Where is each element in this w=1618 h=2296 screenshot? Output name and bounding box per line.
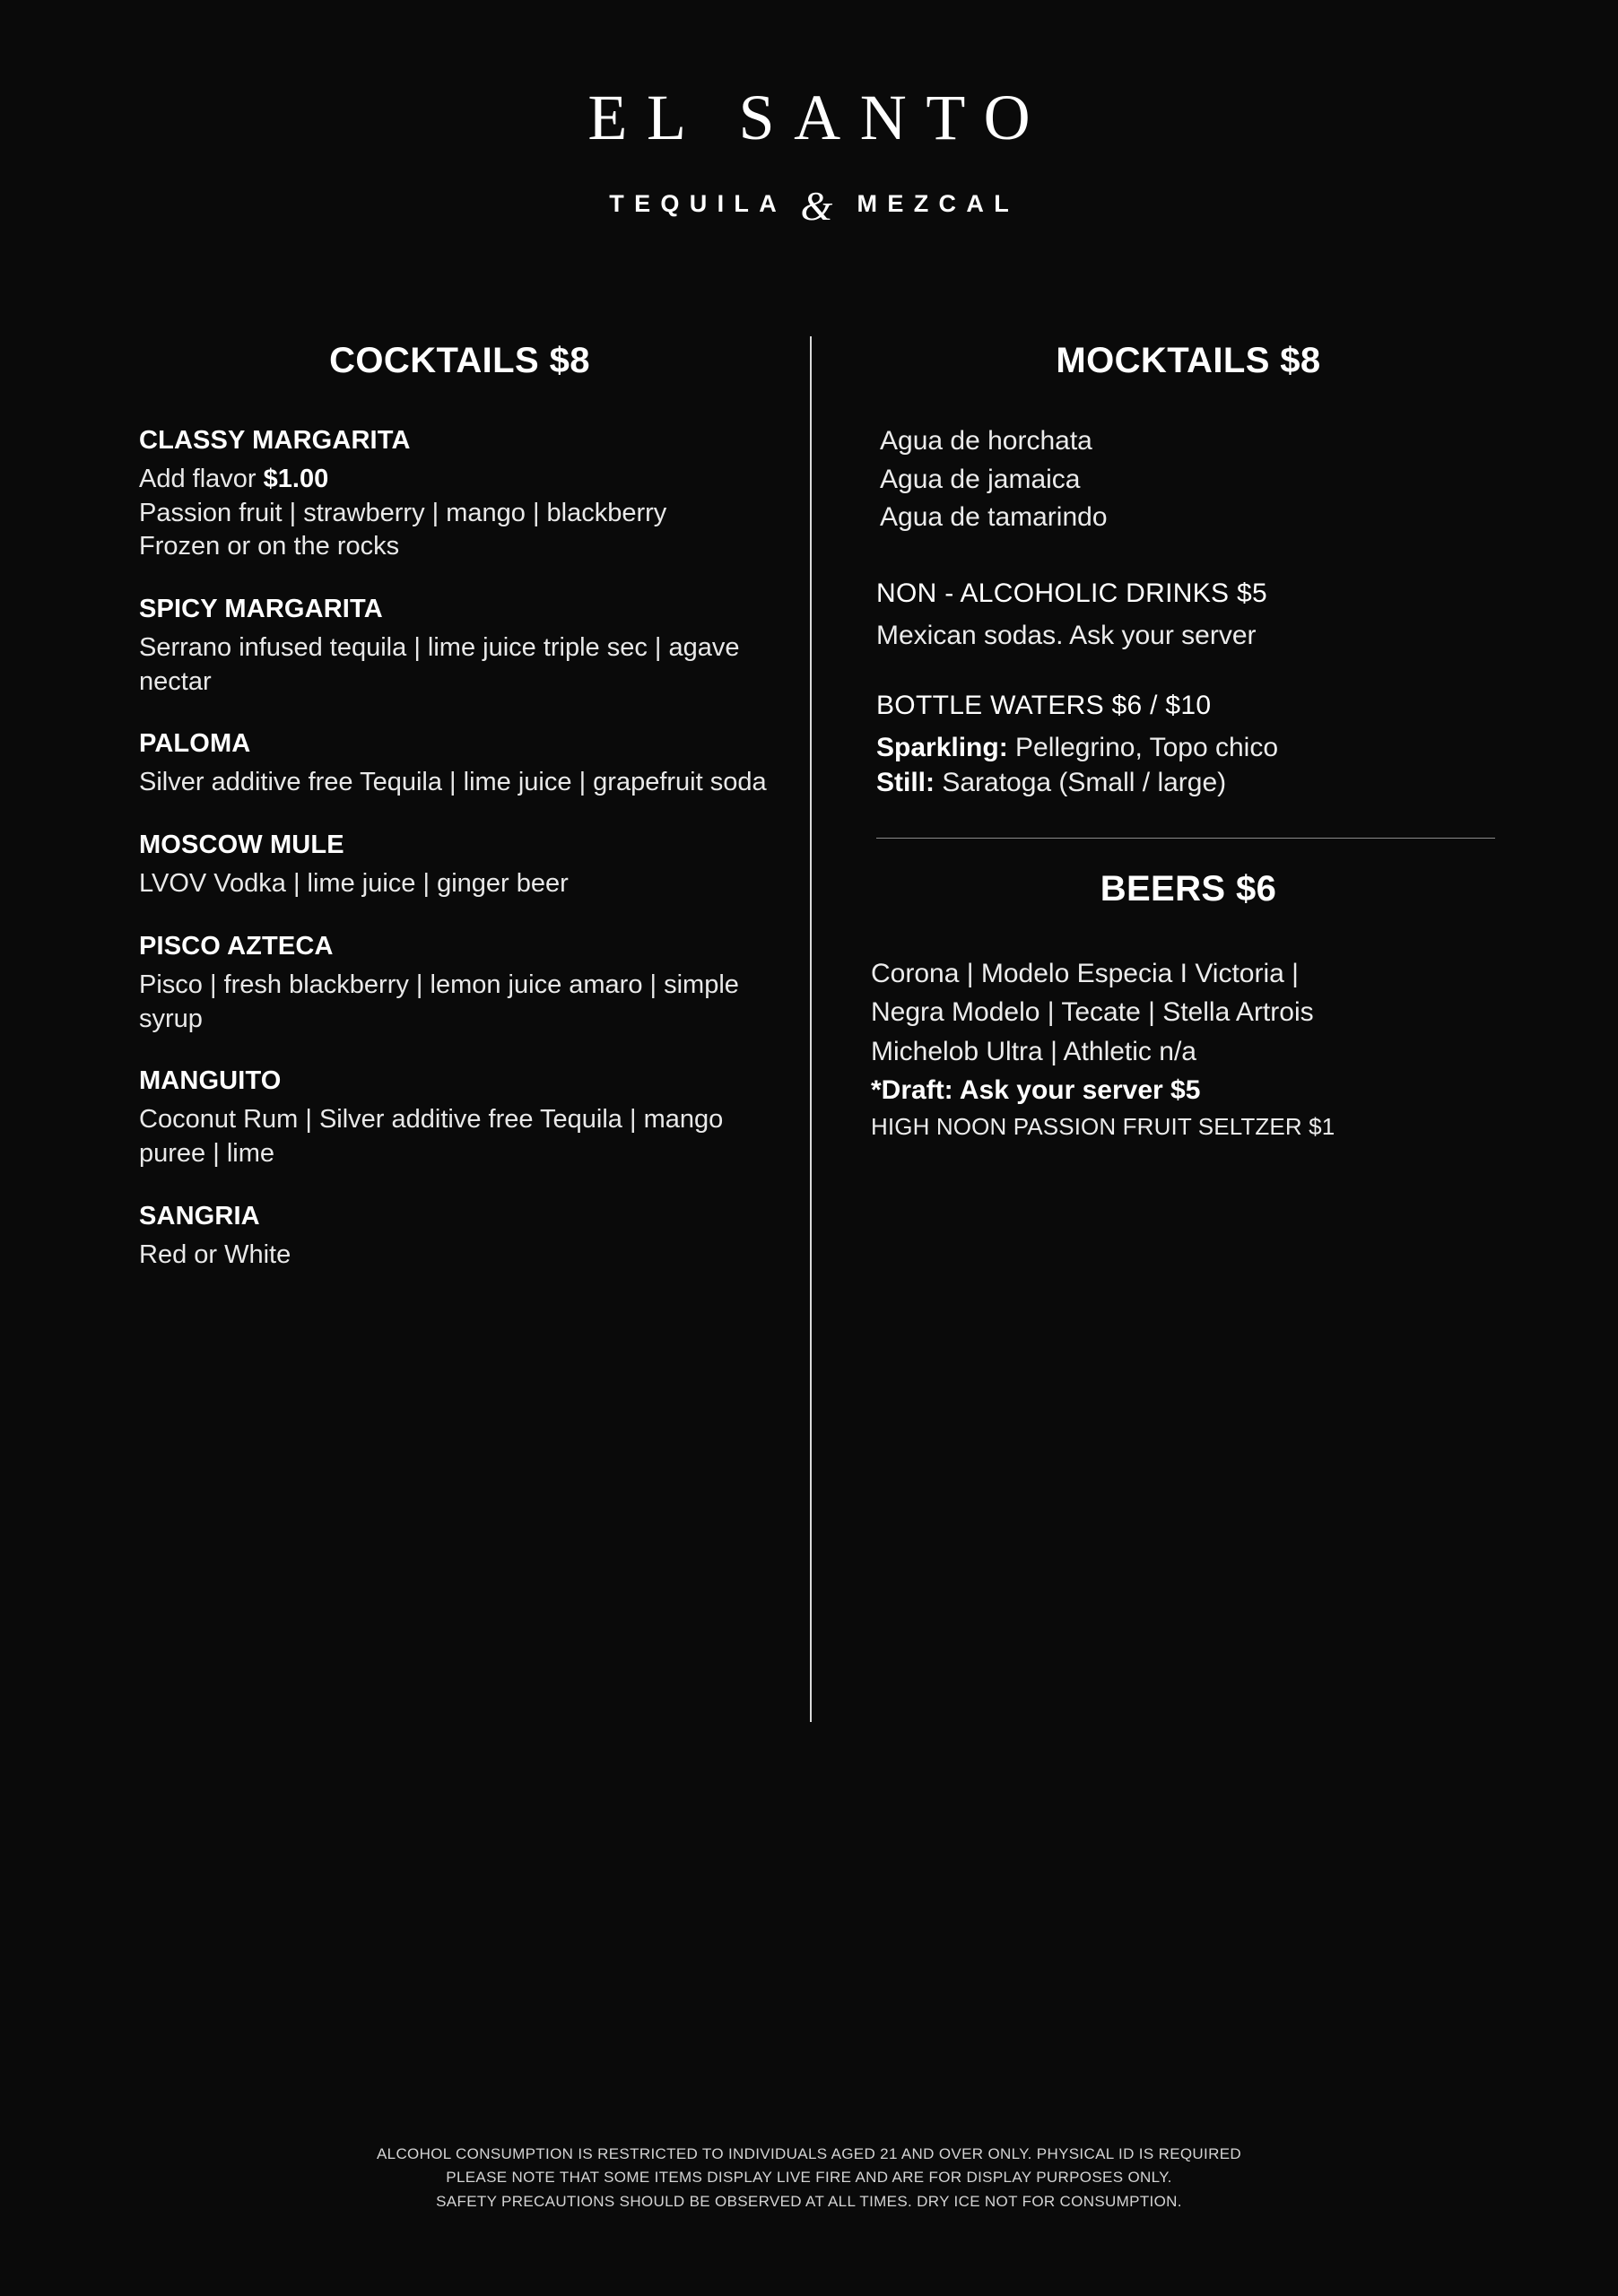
brand-tagline-right: MEZCAL [857,190,1020,217]
list-item: Agua de jamaica [880,464,1081,494]
sparkling-value: Pellegrino, Topo chico [1007,732,1279,762]
menu-item-desc: Frozen or on the rocks [139,532,400,561]
still-value: Saratoga (Small / large) [935,767,1227,797]
list-item: Corona | Modelo Especia I Victoria | [871,958,1299,988]
add-flavor-label: Add flavor [139,465,264,493]
menu-item-desc: Silver additive free Tequila | lime juice | grapefruit soda [139,768,767,797]
menu-item [139,1202,780,1273]
menu-item-name: MOSCOW MULE [139,831,344,860]
menu-item [139,932,780,1036]
brand-tagline [0,180,1618,228]
menu-item [139,831,780,901]
menu-item-desc: Red or White [139,1239,291,1269]
bottle-waters-heading: BOTTLE WATERS $6 / $10 [876,690,1212,720]
cocktails-column [139,341,780,1302]
brand-logo [0,82,1618,229]
beers-list [866,954,1511,1144]
footer-line-2: PLEASE NOTE THAT SOME ITEMS DISPLAY LIVE FIRE AND ARE FOR DISPLAY PURPOSES ONLY. [446,2169,1172,2187]
brand-name: EL SANTO [587,82,1050,153]
column-divider [810,336,812,1722]
menu-item-desc: Serrano infused tequila | lime juice triple sec | agave nectar [139,633,740,696]
menu-item [139,729,780,800]
menu-item [139,426,780,564]
non-alcoholic-body: Mexican sodas. Ask your server [876,620,1257,650]
draft-line: *Draft: Ask your server $5 [871,1075,1201,1106]
menu-item [139,1066,780,1170]
bottle-waters-body [866,730,1511,800]
still-label: Still: [876,767,935,797]
mocktails-list [866,422,1511,537]
menu-item-name: PALOMA [139,729,251,759]
sparkling-label: Sparkling: [876,732,1008,762]
cocktails-title: COCKTAILS $8 [329,341,590,380]
footer-line-1: ALCOHOL CONSUMPTION IS RESTRICTED TO INDIVIDUALS AGED 21 AND OVER ONLY. PHYSICAL ID IS REQUIRED [376,2144,1242,2162]
menu-item-desc [139,463,780,497]
list-item: Negra Modelo | Tecate | Stella Artrois [871,997,1314,1028]
seltzer-line: HIGH NOON PASSION FRUIT SELTZER $1 [871,1112,1335,1140]
menu-item-name: SPICY MARGARITA [139,595,383,624]
menu-item-name: PISCO AZTECA [139,931,334,961]
non-alcoholic-heading: NON - ALCOHOLIC DRINKS $5 [876,578,1267,608]
mocktails-title: MOCKTAILS $8 [1056,341,1321,380]
ampersand-icon: & [800,183,833,229]
menu-item-desc: Coconut Rum | Silver additive free Tequila | mango puree | lime [139,1105,724,1168]
brand-tagline-left: TEQUILA [609,190,787,217]
legal-footer [0,2143,1618,2213]
menu-item-name: MANGUITO [139,1066,282,1096]
footer-line-3: SAFETY PRECAUTIONS SHOULD BE OBSERVED AT ALL TIMES. DRY ICE NOT FOR CONSUMPTION. [436,2192,1182,2210]
menu-item-name: CLASSY MARGARITA [139,426,411,455]
add-flavor-price: $1.00 [263,465,329,493]
list-item: Michelob Ultra | Athletic n/a [871,1036,1196,1066]
list-item: Agua de tamarindo [880,502,1108,533]
menu-item-desc: Pisco | fresh blackberry | lemon juice amaro | simple syrup [139,970,739,1033]
menu-item [139,595,780,699]
list-item: Agua de horchata [880,426,1092,456]
mocktails-column [866,341,1511,1144]
section-divider [876,838,1495,839]
menu-item-desc: LVOV Vodka | lime juice | ginger beer [139,869,569,899]
menu-item-desc: Passion fruit | strawberry | mango | blackberry [139,498,667,527]
sparkling-line [876,730,1511,765]
still-line [876,765,1511,800]
menu-item-name: SANGRIA [139,1201,260,1231]
beers-title: BEERS $6 [1100,868,1277,909]
